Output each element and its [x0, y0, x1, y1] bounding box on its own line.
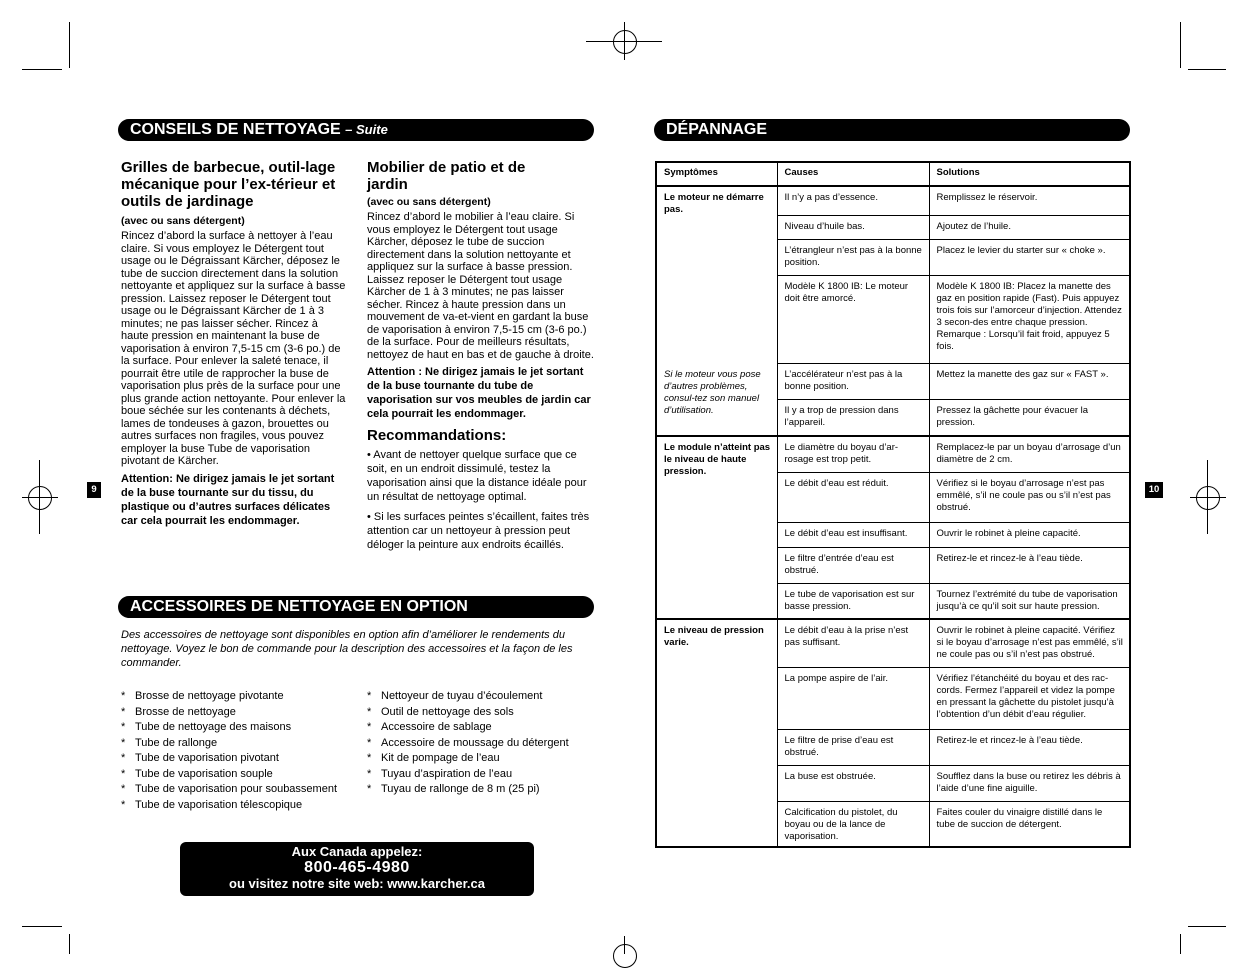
crop-mark: [69, 934, 70, 954]
symptom-note: Si le moteur vous pose d’autres problèmes, consul-tez son manuel d’utilisation.: [664, 369, 761, 416]
recommendation-item: • Si les surfaces peintes s’écaillent, faites très attention car un nettoyeur à pression peut déloger la peinture aux endroits écaillés.: [367, 511, 590, 551]
solution-cell: Vérifiez l’étanchéité du boyau et des rac-cords. Fermez l’appareil et videz la pompe en pressant la gâchette du pistolet jusqu’à l’obtention d’un débit d’eau régulier.: [929, 667, 1130, 729]
section-title: CONSEILS DE NETTOYAGE: [130, 121, 341, 138]
troubleshooting-table: [655, 161, 1131, 848]
cause-cell: L’accélérateur n’est pas à la bonne position.: [777, 364, 929, 400]
list-item: * Brosse de nettoyage: [121, 705, 236, 718]
list-item: * Accessoire de sablage: [367, 721, 492, 733]
solution-cell: Pressez la gâchette pour évacuer la pression.: [929, 400, 1130, 436]
table-header-row: [656, 162, 1130, 186]
callout-phone: 800-465-4980: [304, 859, 410, 876]
symptom-text: Le moteur ne démarre pas.: [664, 192, 764, 215]
solution-cell: Remplacez-le par un boyau d’arrosage d’un diamètre de 2 cm.: [929, 436, 1130, 472]
solution-cell: Tournez l’extrémité du tube de vaporisation jusqu’à ce qu’il soit sur haute pression.: [929, 583, 1130, 619]
cause-cell: La buse est obstruée.: [777, 765, 929, 801]
section-bar-accessoires: [118, 596, 594, 618]
list-item: * Kit de pompage de l’eau: [367, 752, 500, 764]
cause-cell: Le filtre de prise d’eau est obstrué.: [777, 729, 929, 765]
list-item: * Tube de nettoyage des maisons: [121, 721, 292, 733]
cause-cell: Le débit d’eau est réduit.: [777, 472, 929, 522]
crop-mark: [22, 69, 62, 70]
section-bar-conseils: [118, 119, 594, 141]
list-item: * Nettoyeur de tuyau d’écoulement: [367, 690, 543, 702]
column-barbecue: [121, 159, 347, 528]
cause-cell: Le diamètre du boyau d’ar-rosage est trop petit.: [777, 436, 929, 472]
cause-cell: Le filtre d’entrée d’eau est obstrué.: [777, 547, 929, 583]
column-subheading: (avec ou sans détergent): [367, 196, 491, 208]
cause-cell: Le débit d’eau est insuffisant.: [777, 522, 929, 547]
list-item: * Outil de nettoyage des sols: [367, 705, 514, 718]
cause-cell: Niveau d’huile bas.: [777, 215, 929, 239]
section-subtitle: – Suite: [345, 122, 388, 137]
contact-callout: [180, 842, 534, 896]
callout-website: ou visitez notre site web: www.karcher.ca: [229, 876, 485, 891]
crop-mark: [1180, 22, 1181, 68]
solution-cell: Faites couler du vinaigre distillé dans le tube de succion de détergent.: [929, 801, 1130, 847]
column-heading: Mobilier de patio et de jardin: [367, 159, 526, 193]
table-row: [656, 436, 1130, 472]
table-row: [656, 619, 1130, 667]
solution-cell: Retirez-le et rincez-le à l’eau tiède.: [929, 729, 1130, 765]
solution-cell: Vérifiez si le boyau d’arrosage n’est pas emmêlé, s’il ne coule pas ou s’il n’est pas obstrué.: [929, 472, 1130, 522]
cause-cell: La pompe aspire de l’air.: [777, 667, 929, 729]
table-row: [656, 186, 1130, 215]
crop-mark: [1188, 926, 1226, 927]
section-title: ACCESSOIRES DE NETTOYAGE EN OPTION: [130, 598, 468, 615]
column-subheading: (avec ou sans détergent): [121, 215, 245, 227]
solution-cell: Modèle K 1800 IB: Placez la manette des gaz en position rapide (Fast). Puis appuyez trois fois sur l’amorceur d’injection. Attendez 3 secon-des entre chaque pression. Remarque : Lorsqu’il fait froid, appuyez 5 fois.: [929, 275, 1130, 363]
solution-cell: Soufflez dans la buse ou retirez les débris à l’aide d’une fine aiguille.: [929, 765, 1130, 801]
list-item: * Tube de vaporisation pour soubassement: [121, 783, 337, 795]
list-item: * Tube de vaporisation pivotant: [121, 752, 279, 764]
page-number-left: 9: [87, 482, 101, 498]
list-item: * Accessoire de moussage du détergent: [367, 736, 569, 749]
list-item: * Tube de vaporisation souple: [121, 767, 273, 780]
solution-cell: Ouvrir le robinet à pleine capacité.: [929, 522, 1130, 547]
list-item: * Tuyau de rallonge de 8 m (25 pi): [367, 783, 540, 795]
solution-cell: Ouvrir le robinet à pleine capacité. Vérifiez si le boyau d’arrosage n’est pas emmêlé, s’il ne coule pas ou s’il n’est pas obstrué.: [929, 619, 1130, 667]
column-mobilier: [367, 159, 595, 558]
section-bar-depannage: [654, 119, 1130, 141]
solution-cell: Retirez-le et rincez-le à l’eau tiède.: [929, 547, 1130, 583]
recommendations-title: Recommandations:: [367, 427, 507, 444]
symptom-cell: Le niveau de pression varie.: [656, 619, 777, 847]
column-warning: Attention : Ne dirigez jamais le jet sortant de la buse tournante du tube de vaporisation sur vos meubles de jardin car cela pourrait les endommager.: [367, 366, 591, 420]
accessories-list-b: [367, 689, 597, 798]
header-symptoms: Symptômes: [656, 162, 777, 186]
cause-cell: Il n’y a pas d’essence.: [777, 186, 929, 215]
symptom-cell: Le module n’atteint pas le niveau de haute pression.: [656, 436, 777, 619]
list-item: * Brosse de nettoyage pivotante: [121, 690, 284, 702]
symptom-cell: [656, 186, 777, 436]
cause-cell: Il y a trop de pression dans l’appareil.: [777, 400, 929, 436]
list-item: * Tuyau d’aspiration de l’eau: [367, 767, 513, 780]
column-body: Rincez d’abord le mobilier à l’eau claire. Si vous employez le Détergent tout usage Kärcher, déposez le tube de succion directement dans la solution nettoyante et appliquez sur la surface à basse pression. Laissez reposer le Détergent tout usage Kärcher de 1 à 3 minutes; ne pas laisser sécher. Rincez à haute pression dans un mouvement de va-et-vient en gardant la buse de vaporisation à environ 7,5-15 cm (3-6 po.) de la surface. Pour de meilleurs résultats, nettoyez de haut en bas et de gauche à droite.: [367, 211, 594, 361]
cause-cell: L’étrangleur n’est pas à la bonne position.: [777, 239, 929, 275]
callout-line: Aux Canada appelez:: [291, 844, 423, 859]
cause-cell: Modèle K 1800 IB: Le moteur doit être amorcé.: [777, 275, 929, 363]
accessories-intro: Des accessoires de nettoyage sont disponibles en option afin d’améliorer le rendements du nettoyage. Voyez le bon de commande pour la description des accessoires et la façon de les commander.: [121, 629, 573, 669]
solution-cell: Remplissez le réservoir.: [929, 186, 1130, 215]
header-solutions: Solutions: [929, 162, 1130, 186]
cause-cell: Calcification du pistolet, du boyau ou de la lance de vaporisation.: [777, 801, 929, 847]
header-causes: Causes: [777, 162, 929, 186]
page-number-right: 10: [1145, 482, 1163, 498]
crop-mark: [1188, 69, 1226, 70]
section-title: DÉPANNAGE: [666, 121, 768, 138]
crop-mark: [69, 22, 70, 68]
solution-cell: Ajoutez de l’huile.: [929, 215, 1130, 239]
crop-mark: [1180, 934, 1181, 954]
crop-mark: [22, 926, 62, 927]
solution-cell: Mettez la manette des gaz sur « FAST ».: [929, 364, 1130, 400]
column-body: Rincez d’abord la surface à nettoyer à l’eau claire. Si vous employez le Détergent tout usage ou le Dégraissant Kärcher, déposez le tube de succion directement dans la solution nettoyante et appliquez sur la surface à basse pression. Laissez reposer le Détergent tout usage ou le Dégraissant Kärcher de 1 à 3 minutes; ne pas laisser sécher. Rincez à haute pression en maintenant la buse de vaporisation à environ 7,5-15 cm (3-6 po.) de la surface. Pour enlever la saleté tenace, il pourrait être utile de rapprocher la buse de vaporisation plus près de la surface pour une plus grande action nettoyante. Pour enlever la boue séchée sur les contenants à déchets, lames de tondeuses à gazon, brouettes ou autres surfaces non fragiles, vous pouvez employer la buse Tube de vaporisation pivotant de Kärcher.: [121, 230, 346, 467]
column-warning: Attention: Ne dirigez jamais le jet sortant de la buse tournante sur du tissu, du plastique ou d’autres surfaces délicates car cela pourrait les endommager.: [121, 472, 335, 527]
solution-cell: Placez le levier du starter sur « choke ».: [929, 239, 1130, 275]
cause-cell: Le débit d’eau à la prise n’est pas suffisant.: [777, 619, 929, 667]
cause-cell: Le tube de vaporisation est sur basse pression.: [777, 583, 929, 619]
accessories-list-a: [121, 689, 361, 813]
column-heading: Grilles de barbecue, outil-lage mécanique pour l’ex-térieur et outils de jardinage: [121, 159, 336, 210]
list-item: * Tube de vaporisation télescopique: [121, 798, 303, 811]
list-item: * Tube de rallonge: [121, 736, 218, 749]
recommendation-item: • Avant de nettoyer quelque surface que ce soit, en un endroit dissimulé, testez la vaporisation ainsi que la distance idéale pour un résultat de nettoyage optimal.: [367, 449, 587, 503]
